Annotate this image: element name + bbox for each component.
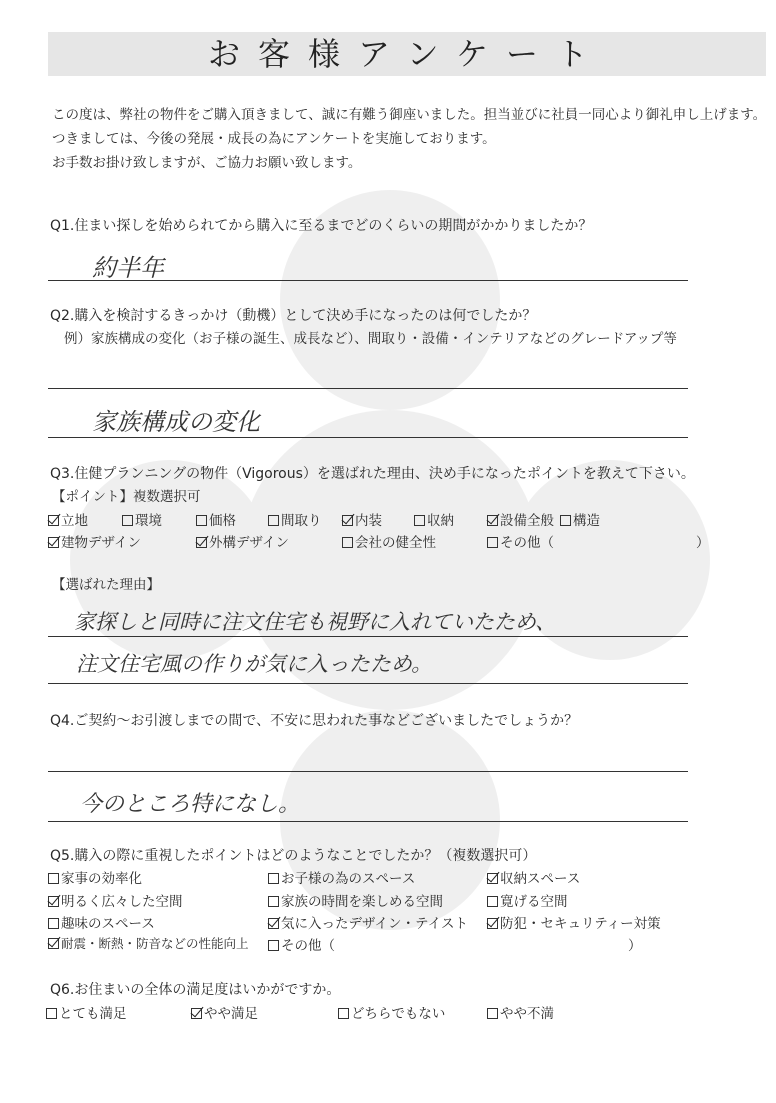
q4-answer-line-2: [48, 821, 688, 822]
q5-option-10[interactable]: 耐震・断熱・防音などの性能向上: [48, 934, 249, 952]
q5-option-7[interactable]: 趣味のスペース: [48, 912, 155, 932]
checkbox-checked-icon: [196, 537, 207, 548]
intro-line-1: この度は、弊社の物件をご購入頂きまして、誠に有難う御座いました。担当並びに社員一同心より御礼申し上げます。: [52, 107, 767, 123]
checkbox-icon: [487, 537, 498, 548]
checkbox-icon: [414, 515, 425, 526]
checkbox-icon: [196, 515, 207, 526]
q5-option-6[interactable]: 寛げる空間: [487, 890, 568, 910]
q5-question: Q5.購入の際に重視したポイントはどのようなことでしたか？（複数選択可）: [50, 848, 537, 864]
checkbox-icon: [560, 515, 571, 526]
q5-option-5[interactable]: 家族の時間を楽しめる空間: [268, 890, 443, 910]
q2-answer: 家族構成の変化: [92, 408, 260, 436]
q2-example: 例）家族構成の変化（お子様の誕生、成長など）、間取り・設備・インテリアなどのグレードアップ等: [64, 331, 677, 347]
checkbox-icon: [46, 1008, 57, 1019]
q3-option-7[interactable]: 設備全般: [487, 509, 554, 529]
q5-option-2[interactable]: お子様の為のスペース: [268, 867, 415, 887]
q6-option-3[interactable]: どちらでもない: [338, 1002, 445, 1022]
checkbox-icon: [487, 896, 498, 907]
q3-points-heading: 【ポイント】複数選択可: [52, 489, 201, 505]
q6-option-1[interactable]: とても満足: [46, 1002, 127, 1022]
q5-option-9[interactable]: 防犯・セキュリティー対策: [487, 912, 661, 932]
checkbox-checked-icon: [48, 938, 59, 949]
q3-option-3[interactable]: 価格: [196, 509, 236, 529]
q3-option-10[interactable]: 外構デザイン: [196, 531, 289, 551]
q5-option-other[interactable]: その他（: [268, 934, 335, 954]
checkbox-icon: [122, 515, 133, 526]
q2-answer-line-1: [48, 388, 688, 389]
q4-answer-line-1: [48, 771, 688, 772]
q5-option-8[interactable]: 気に入ったデザイン・テイスト: [268, 912, 468, 932]
q2-question: Q2.購入を検討するきっかけ（動機）として決め手になったのは何でしたか？: [50, 308, 537, 324]
checkbox-icon: [342, 537, 353, 548]
q3-option-11[interactable]: 会社の健全性: [342, 531, 436, 551]
q3-question: Q3.住健プランニングの物件（Vigorous）を選ばれた理由、決め手になったポイントを教えて下さい。: [50, 466, 695, 482]
checkbox-icon: [48, 873, 59, 884]
q3-option-9[interactable]: 建物デザイン: [48, 531, 141, 551]
q5-option-4[interactable]: 明るく広々した空間: [48, 890, 183, 910]
checkbox-icon: [268, 873, 279, 884]
q3-other-close: ）: [696, 535, 710, 551]
q3-reason-heading: 【選ばれた理由】: [52, 577, 160, 593]
checkbox-checked-icon: [191, 1008, 202, 1019]
q3-reason-rule-2: [48, 683, 688, 684]
q1-question: Q1.住まい探しを始められてから購入に至るまでどのくらいの期間がかかりましたか？: [50, 218, 593, 234]
checkbox-checked-icon: [342, 515, 353, 526]
q4-question: Q4.ご契約～お引渡しまでの間で、不安に思われた事などございましたでしょうか？: [50, 713, 579, 729]
q4-answer: 今のところ特になし。: [80, 792, 301, 817]
q3-reason-line-2: 注文住宅風の作りが気に入ったため。: [76, 652, 433, 676]
q3-option-5[interactable]: 内装: [342, 509, 382, 529]
checkbox-checked-icon: [487, 918, 498, 929]
q6-option-4[interactable]: やや不満: [487, 1002, 554, 1022]
q6-question: Q6.お住まいの全体の満足度はいかがですか。: [50, 982, 341, 998]
checkbox-checked-icon: [487, 873, 498, 884]
checkbox-icon: [268, 515, 279, 526]
q3-reason-rule-1: [48, 636, 688, 637]
checkbox-icon: [268, 940, 279, 951]
checkbox-checked-icon: [487, 515, 498, 526]
checkbox-checked-icon: [268, 918, 279, 929]
checkbox-icon: [48, 918, 59, 929]
q3-option-2[interactable]: 環境: [122, 509, 162, 529]
checkbox-checked-icon: [48, 537, 59, 548]
q5-option-1[interactable]: 家事の効率化: [48, 867, 142, 887]
q3-option-8[interactable]: 構造: [560, 509, 600, 529]
q1-answer: 約半年: [92, 254, 164, 282]
page-title: お客様アンケート: [207, 35, 607, 73]
checkbox-icon: [338, 1008, 349, 1019]
q1-answer-line: [48, 280, 688, 281]
intro-line-2: つきましては、今後の発展・成長の為にアンケートを実施しております。: [52, 131, 496, 147]
checkbox-icon: [268, 896, 279, 907]
q2-answer-line-2: [48, 437, 688, 438]
q6-option-2[interactable]: やや満足: [191, 1002, 258, 1022]
checkbox-checked-icon: [48, 515, 59, 526]
q3-option-1[interactable]: 立地: [48, 509, 88, 529]
q3-option-6[interactable]: 収納: [414, 509, 454, 529]
q3-option-other[interactable]: その他（: [487, 531, 554, 551]
checkbox-checked-icon: [48, 896, 59, 907]
q3-reason-line-1: 家探しと同時に注文住宅も視野に入れていたため、: [74, 610, 557, 634]
q5-other-close: ）: [628, 938, 642, 954]
checkbox-icon: [487, 1008, 498, 1019]
intro-line-3: お手数お掛け致しますが、ご協力お願い致します。: [52, 155, 362, 171]
q5-option-3[interactable]: 収納スペース: [487, 867, 580, 887]
q3-option-4[interactable]: 間取り: [268, 509, 322, 529]
